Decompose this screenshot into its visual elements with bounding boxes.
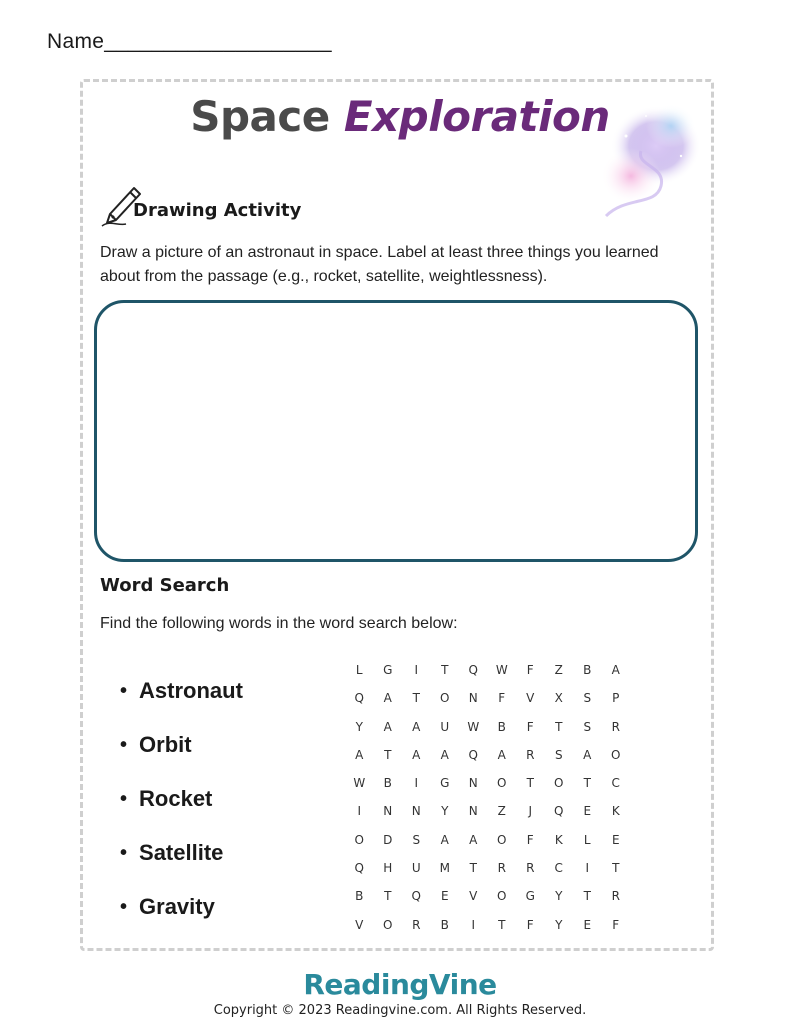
grid-letter[interactable]: A <box>383 691 392 706</box>
grid-letter[interactable]: T <box>469 861 477 876</box>
grid-letter[interactable]: O <box>611 747 621 762</box>
title-part-exploration: Exploration <box>343 92 610 141</box>
drawing-instructions: Draw a picture of an astronaut in space. Label at least three things you learned about from the passage (e.g., rocket, satellite, weightlessness). <box>100 244 659 285</box>
grid-letter[interactable]: F <box>526 663 534 677</box>
grid-letter[interactable]: X <box>554 691 563 706</box>
grid-letter[interactable]: A <box>611 663 620 677</box>
bullet-icon: • <box>120 841 128 864</box>
grid-letter[interactable]: G <box>383 663 393 677</box>
grid-letter[interactable]: R <box>412 917 421 932</box>
grid-letter[interactable]: R <box>526 747 535 762</box>
grid-letter[interactable]: A <box>440 747 449 762</box>
grid-letter[interactable]: B <box>497 719 506 734</box>
word-label: Satellite <box>139 840 224 865</box>
grid-letter[interactable]: Y <box>441 804 449 819</box>
bullet-icon: • <box>120 733 128 756</box>
grid-letter[interactable]: I <box>414 663 419 677</box>
bullet-icon: • <box>120 787 128 810</box>
copyright-text: Copyright © 2023 Readingvine.com. All Rights Reserved. <box>213 1003 587 1018</box>
grid-letter[interactable]: Q <box>354 861 364 876</box>
word-list-item <box>120 826 243 880</box>
grid-letter[interactable]: B <box>383 776 392 791</box>
grid-letter[interactable]: A <box>440 832 449 847</box>
grid-letter[interactable]: F <box>526 719 534 734</box>
grid-letter[interactable]: T <box>498 917 506 932</box>
grid-letter[interactable]: R <box>611 719 620 734</box>
grid-letter[interactable]: S <box>583 719 592 734</box>
grid-letter[interactable]: G <box>440 776 450 791</box>
grid-letter[interactable]: O <box>497 832 507 847</box>
grid-letter[interactable]: Y <box>355 719 363 734</box>
grid-letter[interactable]: I <box>585 861 590 876</box>
grid-letter[interactable]: E <box>611 832 620 847</box>
nebula-illustration <box>586 96 706 226</box>
grid-letter[interactable]: L <box>355 663 363 677</box>
grid-letter[interactable]: E <box>440 889 449 904</box>
grid-letter[interactable]: A <box>412 747 421 762</box>
grid-letter[interactable]: A <box>355 747 364 762</box>
word-label: Orbit <box>139 732 192 757</box>
grid-letter[interactable]: N <box>383 804 393 819</box>
bullet-icon: • <box>120 679 128 702</box>
grid-letter[interactable]: T <box>526 776 534 791</box>
grid-letter[interactable]: S <box>554 747 563 762</box>
word-search-heading: Word Search <box>100 575 230 596</box>
grid-letter[interactable]: V <box>469 889 478 904</box>
grid-letter[interactable]: N <box>411 804 421 819</box>
grid-letter[interactable]: E <box>583 917 592 932</box>
grid-letter[interactable]: B <box>440 917 449 932</box>
word-label: Astronaut <box>139 678 243 703</box>
grid-letter[interactable]: J <box>528 804 533 819</box>
word-list-item <box>120 718 243 772</box>
grid-letter[interactable]: A <box>469 832 478 847</box>
grid-letter[interactable]: V <box>526 691 535 706</box>
grid-letter[interactable]: O <box>440 691 450 706</box>
grid-letter[interactable]: Q <box>468 747 478 762</box>
grid-letter[interactable]: T <box>384 889 392 904</box>
grid-letter[interactable]: O <box>383 917 393 932</box>
grid-letter[interactable]: R <box>611 889 620 904</box>
grid-letter[interactable]: A <box>497 747 506 762</box>
grid-letter[interactable]: N <box>468 804 478 819</box>
grid-letter[interactable]: O <box>354 832 364 847</box>
grid-letter[interactable]: K <box>554 832 563 847</box>
grid-letter[interactable]: W <box>495 663 508 677</box>
grid-letter[interactable]: G <box>525 889 535 904</box>
grid-letter[interactable]: R <box>526 861 535 876</box>
grid-letter[interactable]: B <box>355 889 364 904</box>
word-label: Rocket <box>139 786 213 811</box>
grid-letter[interactable]: T <box>612 861 620 876</box>
grid-letter[interactable]: V <box>355 917 364 932</box>
grid-letter[interactable]: Y <box>555 917 563 932</box>
grid-letter[interactable]: T <box>555 719 563 734</box>
grid-letter[interactable]: H <box>383 861 393 876</box>
grid-letter[interactable]: Q <box>468 663 478 677</box>
brand-logo: ReadingVine <box>303 968 497 1001</box>
grid-letter[interactable]: U <box>411 861 421 876</box>
word-list-item <box>120 664 243 718</box>
grid-letter[interactable]: E <box>583 804 592 819</box>
grid-letter[interactable]: S <box>583 691 592 706</box>
drawing-area[interactable] <box>94 300 698 562</box>
grid-letter[interactable]: S <box>412 832 421 847</box>
grid-letter[interactable]: T <box>412 691 420 706</box>
grid-letter[interactable]: T <box>583 776 591 791</box>
grid-letter[interactable]: A <box>383 719 392 734</box>
grid-letter[interactable]: I <box>471 917 476 932</box>
grid-letter[interactable]: R <box>497 861 506 876</box>
grid-letter[interactable]: Y <box>555 889 563 904</box>
grid-letter[interactable]: N <box>468 691 478 706</box>
grid-letter[interactable]: U <box>440 719 450 734</box>
drawing-activity-heading: Drawing Activity <box>133 200 302 221</box>
grid-letter[interactable]: O <box>554 776 564 791</box>
grid-letter[interactable]: M <box>439 861 450 876</box>
word-list-item <box>120 772 243 826</box>
grid-letter[interactable]: C <box>611 776 620 791</box>
grid-letter[interactable]: C <box>554 861 563 876</box>
grid-letter[interactable]: K <box>611 804 620 819</box>
grid-letter[interactable]: O <box>497 889 507 904</box>
grid-letter[interactable]: W <box>353 776 366 791</box>
grid-letter[interactable]: F <box>498 691 506 706</box>
grid-letter[interactable]: Z <box>497 804 506 819</box>
grid-letter[interactable]: P <box>612 691 620 706</box>
word-search-grid <box>345 656 630 939</box>
grid-letter[interactable]: I <box>414 776 419 791</box>
grid-letter[interactable]: A <box>583 747 592 762</box>
word-label: Gravity <box>139 894 215 919</box>
grid-letter[interactable]: F <box>526 832 534 847</box>
grid-letter[interactable]: T <box>441 663 449 677</box>
grid-letter[interactable]: I <box>357 804 362 819</box>
name-field-label: Name___________________ <box>47 30 332 53</box>
word-list <box>120 664 243 934</box>
grid-letter[interactable]: F <box>526 917 534 932</box>
grid-letter[interactable]: W <box>467 719 480 734</box>
word-list-item <box>120 880 243 934</box>
grid-letter[interactable]: T <box>384 747 392 762</box>
grid-letter[interactable]: F <box>612 917 620 932</box>
grid-letter[interactable]: Q <box>354 691 364 706</box>
grid-letter[interactable]: Q <box>411 889 421 904</box>
grid-letter[interactable]: D <box>383 832 393 847</box>
word-search-instructions: Find the following words in the word search below: <box>100 615 458 632</box>
grid-letter[interactable]: Q <box>554 804 564 819</box>
grid-letter[interactable]: O <box>497 776 507 791</box>
grid-letter[interactable]: Z <box>554 663 563 677</box>
grid-letter[interactable]: B <box>583 663 592 677</box>
title-part-space: Space <box>190 92 330 141</box>
grid-letter[interactable]: L <box>583 832 591 847</box>
grid-letter[interactable]: N <box>468 776 478 791</box>
grid-letter[interactable]: T <box>583 889 591 904</box>
bullet-icon: • <box>120 895 128 918</box>
grid-letter[interactable]: A <box>412 719 421 734</box>
